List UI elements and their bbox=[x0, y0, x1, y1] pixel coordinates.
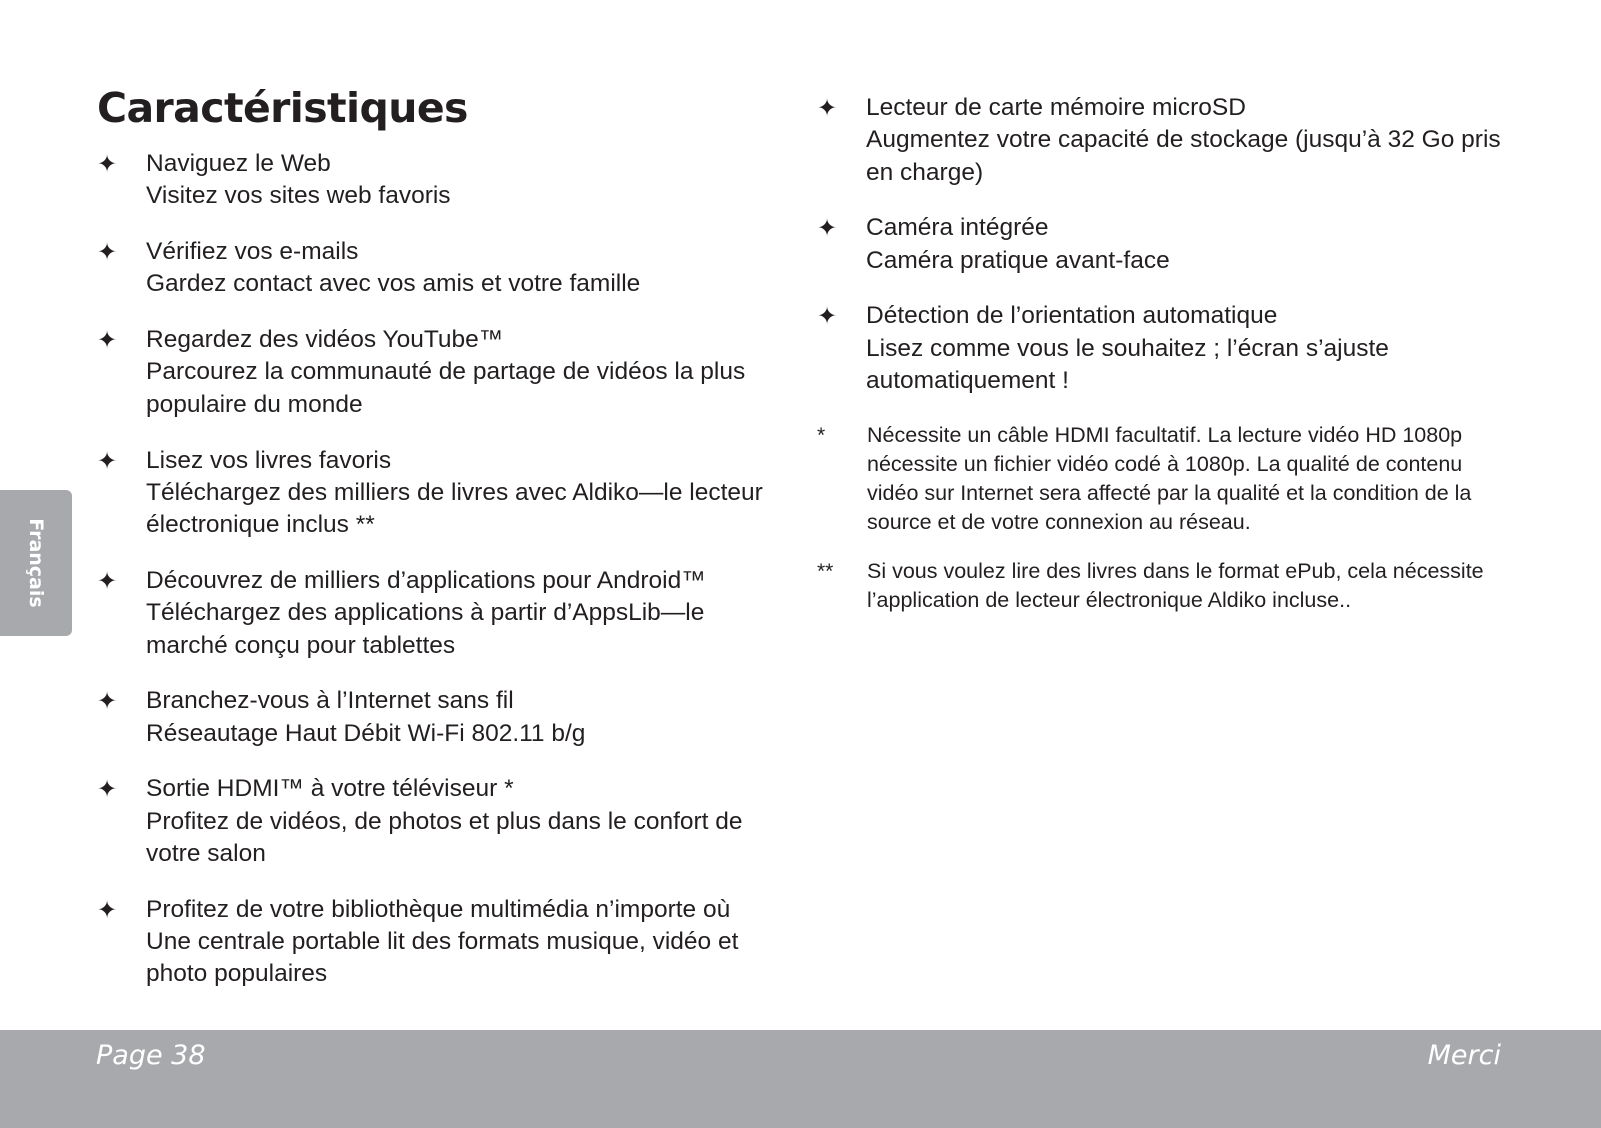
feature-description: Lisez comme vous le souhaitez ; l’écran s’ajuste automatiquement ! bbox=[866, 334, 1389, 395]
feature-description: Une centrale portable lit des formats musique, vidéo et photo populaires bbox=[146, 928, 739, 988]
feature-item bbox=[97, 773, 787, 870]
star-bullet-icon: ✦ bbox=[97, 895, 118, 924]
feature-item bbox=[97, 445, 787, 542]
footnote-text: Nécessite un câble HDMI facultatif. La lecture vidéo HD 1080p nécessite un fichier vidéo codé à 1080p. La qualité de contenu vidéo sur Internet sera affecté par la qualité et la condition de la source et de votre connexion au réseau. bbox=[867, 422, 1472, 534]
feature-list-left bbox=[97, 148, 787, 1014]
footnote bbox=[817, 557, 1517, 615]
footnote-mark: * bbox=[817, 423, 826, 447]
feature-list-right bbox=[817, 92, 1517, 635]
star-bullet-icon: ✦ bbox=[97, 566, 118, 595]
page-number: Page 38 bbox=[96, 1040, 206, 1071]
feature-item bbox=[817, 92, 1517, 189]
footnote bbox=[817, 421, 1517, 537]
feature-title: Naviguez le Web bbox=[146, 150, 331, 177]
feature-description: Caméra pratique avant-face bbox=[866, 246, 1170, 274]
feature-title: Caméra intégrée bbox=[866, 214, 1049, 242]
feature-item bbox=[817, 212, 1517, 277]
feature-item bbox=[97, 148, 787, 213]
star-bullet-icon: ✦ bbox=[817, 94, 838, 122]
feature-title: Découvrez de milliers d’applications pour Android™ bbox=[146, 566, 706, 594]
feature-description: Gardez contact avec vos amis et votre famille bbox=[146, 270, 641, 298]
feature-title: Profitez de votre bibliothèque multimédia n’importe où bbox=[146, 895, 731, 923]
feature-description: Parcourez la communauté de partage de vidéos la plus populaire du monde bbox=[146, 358, 746, 418]
footer-section-label: Merci bbox=[1427, 1040, 1501, 1071]
feature-item bbox=[97, 894, 787, 991]
feature-item bbox=[97, 236, 787, 301]
feature-item bbox=[97, 685, 787, 750]
feature-title: Lisez vos livres favoris bbox=[146, 446, 392, 474]
star-bullet-icon: ✦ bbox=[817, 302, 838, 331]
star-bullet-icon: ✦ bbox=[97, 238, 118, 267]
feature-description: Téléchargez des applications à partir d’AppsLib—le marché conçu pour tablettes bbox=[146, 599, 705, 659]
feature-title: Détection de l’orientation automatique bbox=[866, 302, 1278, 330]
language-tab-label: Français bbox=[25, 518, 47, 608]
feature-title: Sortie HDMI™ à votre téléviseur * bbox=[146, 775, 514, 803]
footnote-text: Si vous voulez lire des livres dans le format ePub, cela nécessite l’application de lecteur électronique Aldiko incluse.. bbox=[867, 558, 1484, 612]
feature-item bbox=[97, 324, 787, 421]
star-bullet-icon: ✦ bbox=[97, 446, 118, 475]
star-bullet-icon: ✦ bbox=[97, 150, 118, 178]
page-title: Caractéristiques bbox=[97, 84, 468, 132]
feature-description: Téléchargez des milliers de livres avec Aldiko—le lecteur électronique inclus ** bbox=[146, 478, 763, 539]
feature-item bbox=[97, 565, 787, 662]
feature-title: Branchez-vous à l’Internet sans fil bbox=[146, 687, 514, 715]
feature-title: Regardez des vidéos YouTube™ bbox=[146, 326, 504, 354]
feature-description: Visitez vos sites web favoris bbox=[146, 182, 451, 210]
feature-title: Vérifiez vos e-mails bbox=[146, 238, 359, 266]
footnote-mark: ** bbox=[817, 559, 834, 583]
star-bullet-icon: ✦ bbox=[817, 214, 838, 243]
star-bullet-icon: ✦ bbox=[97, 687, 118, 716]
page-footer bbox=[0, 1030, 1601, 1128]
feature-description: Profitez de vidéos, de photos et plus dans le confort de votre salon bbox=[146, 807, 743, 868]
star-bullet-icon: ✦ bbox=[97, 775, 118, 804]
star-bullet-icon: ✦ bbox=[97, 326, 118, 355]
feature-title: Lecteur de carte mémoire microSD bbox=[866, 94, 1246, 121]
feature-description: Augmentez votre capacité de stockage (jusqu’à 32 Go pris en charge) bbox=[866, 126, 1501, 186]
language-tab bbox=[0, 490, 72, 636]
feature-item bbox=[817, 300, 1517, 397]
feature-description: Réseautage Haut Débit Wi-Fi 802.11 b/g bbox=[146, 719, 586, 747]
